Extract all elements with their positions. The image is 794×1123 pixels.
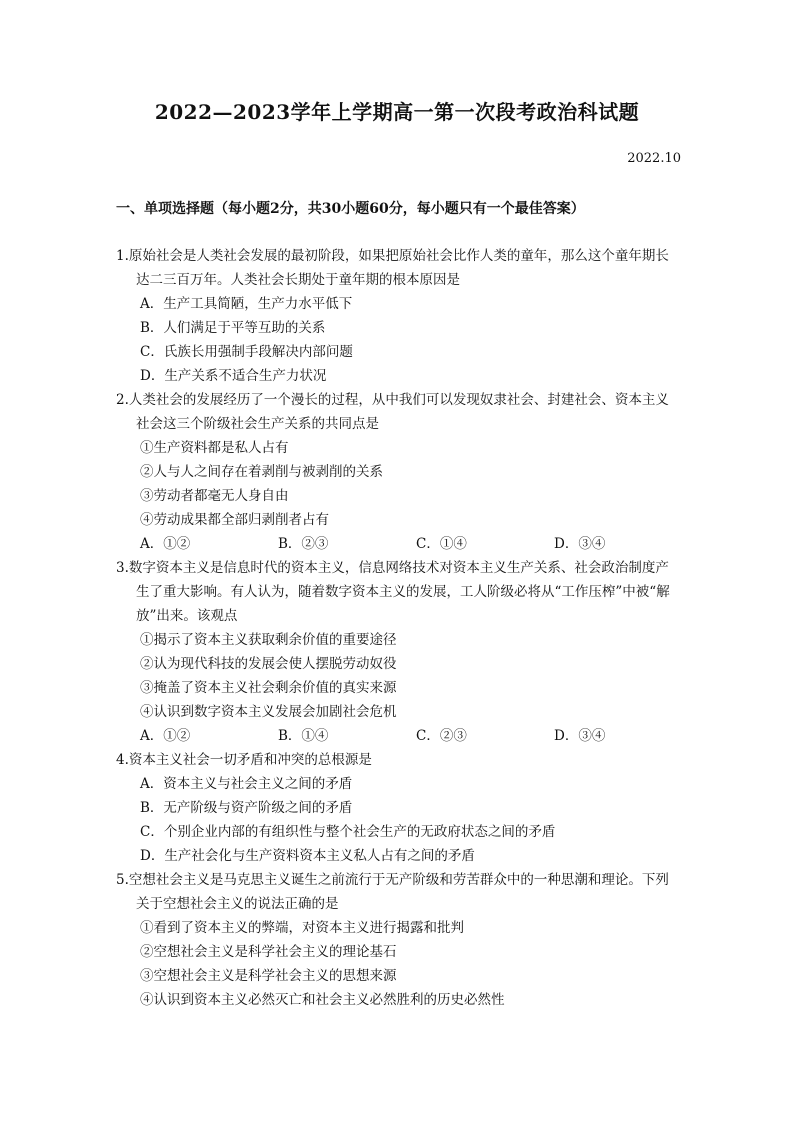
statement-4: ④认识到资本主义必然灭亡和社会主义必然胜利的历史必然性 (140, 992, 505, 1008)
statement-1: ①揭示了资本主义获取剩余价值的重要途径 (140, 632, 397, 648)
statement-3: ③劳动者都毫无人身自由 (140, 488, 289, 504)
question-3 (116, 556, 682, 748)
statement-3: ③空想社会主义是科学社会主义的思想来源 (140, 968, 397, 984)
choice-a: A．①② (140, 536, 191, 552)
question-stem: 3.数字资本主义是信息时代的资本主义，信息网络技术对资本主义生产关系、社会政治制度产生了重大影响。有人认为，随着数字资本主义的发展，工人阶级必将从“工作压榨”中被“解放”出来。该观点 (116, 560, 670, 624)
statement-2: ②空想社会主义是科学社会主义的理论基石 (140, 944, 397, 960)
page-title: 2022—2023学年上学期高一第一次段考政治科试题 (154, 100, 640, 124)
question-4 (116, 748, 682, 868)
choice-b: B．①④ (278, 728, 329, 744)
question-stem: 5.空想社会主义是马克思主义诞生之前流行于无产阶级和劳苦群众中的一种思潮和理论。下列关于空想社会主义的说法正确的是 (116, 872, 669, 912)
choice-a: A．①② (140, 728, 191, 744)
question-stem: 2.人类社会的发展经历了一个漫长的过程，从中我们可以发现奴隶社会、封建社会、资本主义社会这三个阶级社会生产关系的共同点是 (116, 392, 669, 432)
option-b: B．无产阶级与资产阶级之间的矛盾 (140, 800, 353, 816)
option-c: C．氏族长用强制手段解决内部问题 (140, 344, 353, 360)
statement-3: ③掩盖了资本主义社会剩余价值的真实来源 (140, 680, 397, 696)
option-b: B．人们满足于平等互助的关系 (140, 320, 326, 336)
choice-d: D．③④ (554, 536, 606, 552)
choice-c: C．②③ (416, 728, 467, 744)
exam-date: 2022.10 (627, 151, 681, 166)
statement-4: ④认识到数字资本主义发展会加剧社会危机 (140, 704, 397, 720)
choice-row (116, 532, 682, 556)
question-stem: 4.资本主义社会一切矛盾和冲突的总根源是 (116, 752, 372, 768)
statement-2: ②人与人之间存在着剥削与被剥削的关系 (140, 464, 383, 480)
statement-4: ④劳动成果都全部归剥削者占有 (140, 512, 329, 528)
question-list (116, 244, 682, 1012)
question-5 (116, 868, 682, 1012)
option-c: C．个别企业内部的有组织性与整个社会生产的无政府状态之间的矛盾 (140, 824, 556, 840)
statement-1: ①生产资料都是私人占有 (140, 440, 289, 456)
section-heading: 一、单项选择题（每小题2分，共30小题60分，每小题只有一个最佳答案） (116, 201, 585, 217)
choice-row (116, 724, 682, 748)
option-d: D．生产关系不适合生产力状况 (140, 368, 327, 384)
choice-d: D．③④ (554, 728, 606, 744)
choice-b: B．②③ (278, 536, 329, 552)
choice-c: C．①④ (416, 536, 467, 552)
question-1 (116, 244, 682, 388)
question-2 (116, 388, 682, 556)
statement-2: ②认为现代科技的发展会使人摆脱劳动奴役 (140, 656, 397, 672)
statement-1: ①看到了资本主义的弊端，对资本主义进行揭露和批判 (140, 920, 464, 936)
option-a: A．资本主义与社会主义之间的矛盾 (140, 776, 353, 792)
option-a: A．生产工具简陋，生产力水平低下 (140, 296, 353, 312)
option-d: D．生产社会化与生产资料资本主义私人占有之间的矛盾 (140, 848, 475, 864)
question-stem: 1.原始社会是人类社会发展的最初阶段，如果把原始社会比作人类的童年，那么这个童年期长达二三百万年。人类社会长期处于童年期的根本原因是 (116, 248, 669, 288)
